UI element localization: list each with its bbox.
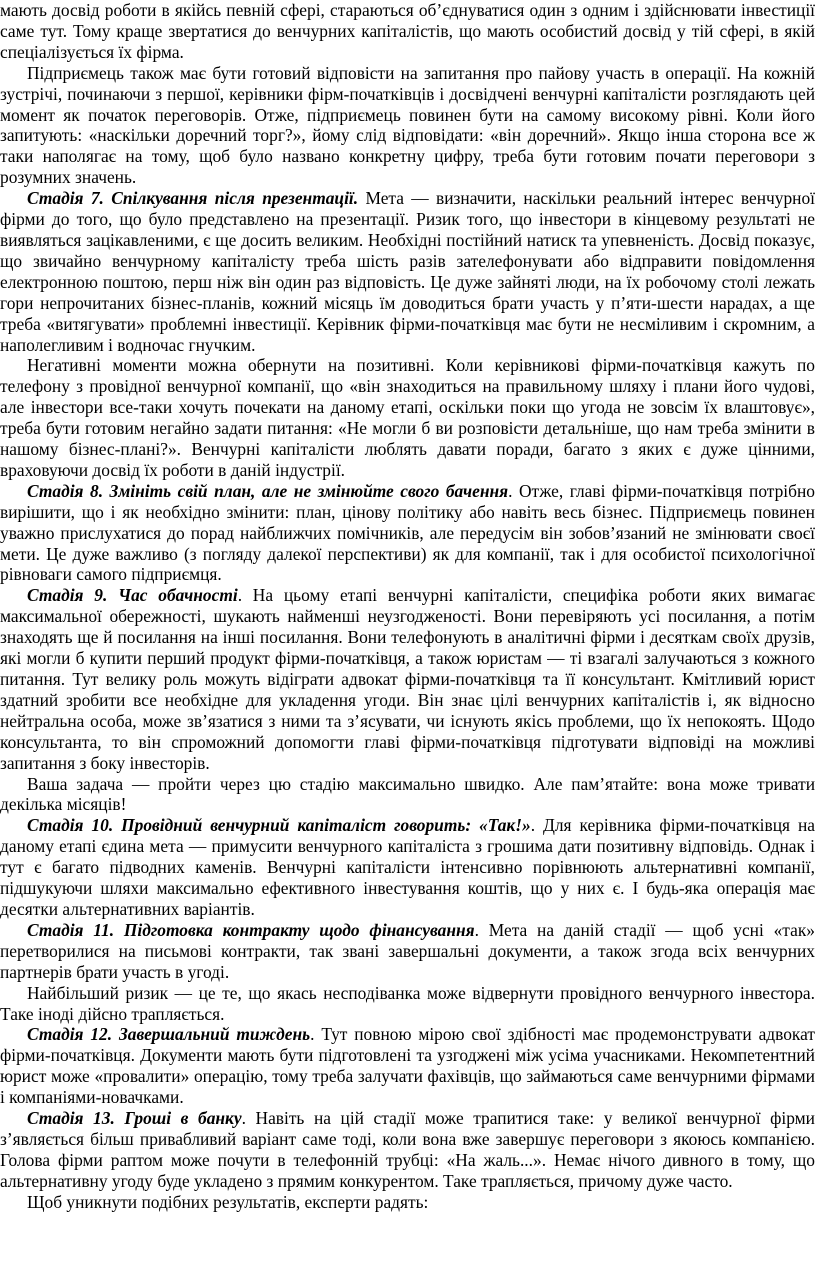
paragraph-text: . На цьому етапі венчурні капіталісти, специфіка роботи яких вимагає максимальної обережності, шукають найменші неузгодженості. Вони перевіряють усі посилання, а потім знаходять ще й посилання на інші посилання. Вони телефонують в аналітичні фірми і десяткам своїх друзів, які могли б купити перший продукт фірми-початківця, а також юристам — ті взагалі залучаються з кожного питання. Тут велику роль можуть відіграти адвокат фірми-початківця та її консультант. Кмітливий юрист здатний зробити все необхідне для укладення угоди. Він знає цілі венчурних капіталістів і, як відносно нейтральна особа, може зв’язатися з ними та з’ясувати, чи існують якісь проблеми, що їх непокоять. Щодо консультанта, то він спроможний допомогти главі фірми-початківця підготувати відповіді на можливі запитання з боку інвесторів.: [0, 585, 816, 773]
paragraph-your-task: [0, 774, 815, 816]
paragraph-stage-12: [0, 1024, 815, 1108]
paragraph-stage-9: [0, 585, 815, 773]
paragraph-text: Найбільший ризик — це те, що якась несподіванка може відвернути провідного венчурного інвестора. Таке іноді дійсно трапляється.: [0, 982, 815, 1024]
paragraph-stage-8: [0, 481, 815, 586]
paragraph-continuation: [0, 0, 815, 63]
paragraph-stage-11: [0, 920, 815, 983]
paragraph-text: . Мета на даній стадії — щоб усні «так» перетворилися на письмові контракти, так звані завершальні документи, а також згода всіх венчурних партнерів брати участь в угоді.: [0, 919, 815, 982]
paragraph-text: Ваша задача — пройти через цю стадію максимально швидко. Але пам’ятайте: вона може тривати декілька місяців!: [0, 773, 815, 815]
stage-heading: Стадія 8. Змініть свій план, але не змінюйте свого бачення: [27, 480, 509, 501]
paragraph-biggest-risk: [0, 983, 815, 1025]
paragraph-stage-13: [0, 1108, 815, 1192]
stage-heading: Стадія 13. Гроші в банку: [27, 1108, 242, 1129]
paragraph-text: . Тут повною мірою свої здібності має продемонструвати адвокат фірми-початківця. Документи мають бути підготовлені та узгоджені між усіма учасниками. Некомпетентний юрист може «провалити» операцію, тому треба залучати фахівців, що займаються саме венчурними фірмами і компаніями-новачками.: [0, 1024, 815, 1108]
paragraph-text: . Для керівника фірми-початківця на даному етапі єдина мета — примусити венчурного капіталіста з грошима дати позитивну відповідь. Однак і тут є багато підводних каменів. Венчурні капіталісти інтенсивно порівнюють альтернативні компанії, підшукуючи шляхи максимально ефективного інвестування коштів, що у них є. І будь-яка операція має десятки альтернативних варіантів.: [0, 815, 815, 919]
paragraph-text: мають досвід роботи в якійсь певній сфері, стараються об’єднуватися один з одним і здійснювати інвестиції саме тут. Тому краще звертатися до венчурних капіталістів, що мають особистий досвід у тій сфері, в якій спеціалізується їх фірма.: [0, 0, 815, 62]
stage-heading: Стадія 9. Час обачності: [27, 585, 238, 606]
paragraph-text: Щоб уникнути подібних результатів, експерти радять:: [27, 1191, 429, 1212]
stage-heading: Стадія 7. Спілкування після презентації.: [27, 188, 359, 209]
paragraph-experts-advise: [0, 1192, 815, 1213]
paragraph-stage-7: [0, 188, 815, 355]
paragraph-text: Негативні моменти можна обернути на позитивні. Коли керівникові фірми-початківця кажуть по телефону з провідної венчурної компанії, що «він знаходиться на правильному шляху і плани його чудові, але інвестори все-таки хочуть почекати на даному етапі, оскільки поки що угода не зовсім їх влаштовує», треба бути готовим негайно задати питання: «Не могли б ви розповісти детальніше, що нам треба змінити в нашому бізнес-плані?». Венчурні капіталісти люблять давати поради, багато з яких є дуже цінними, враховуючи досвід їх роботи в даній індустрії.: [0, 355, 815, 480]
stage-heading: Стадія 10. Провідний венчурний капіталіст говорить: «Так!»: [27, 815, 531, 836]
paragraph-text: Підприємець також має бути готовий відповісти на запитання про пайову участь в операції. На кожній зустрічі, починаючи з першої, керівники фірм-початківців і досвідчені венчурні капіталісти розглядають цей момент як початок переговорів. Отже, підприємець повинен бути на самому високому рівні. Коли його запитують: «наскільки доречний торг?», йому слід відповідати: «він доречний». Якщо інша сторона все ж таки наполягає на тому, щоб було названо конкретну цифру, треба бути готовим почати переговори з розумних значень.: [0, 62, 815, 188]
paragraph-stage-10: [0, 815, 815, 920]
paragraph-equity-question: [0, 63, 815, 188]
paragraph-negative-moments: [0, 355, 815, 480]
paragraph-text: . Отже, главі фірми-початківця потрібно вирішити, що і як необхідно змінити: план, цінову політику або навіть весь бізнес. Підприємець повинен уважно прислухатися до порад найближчих помічників, але передусім він зобов’язаний не змінювати своєї мети. Це дуже важливо (з погляду далекої перспективи) як для компанії, так і для особистої психологічної рівноваги самого підприємця.: [0, 480, 815, 585]
stage-heading: Стадія 12. Завершальний тиждень: [27, 1024, 311, 1045]
paragraph-text: . Навіть на цій стадії може трапитися таке: у великої венчурної фірми з’являється більш привабливий варіант саме тоді, коли вона вже завершує переговори з якоюсь компанією. Голова фірми раптом може почути в телефонній трубці: «На жаль...». Немає нічого дивного в тому, що альтернативну угоду буде укладено з прямим конкурентом. Таке трапляється, причому дуже часто.: [0, 1108, 815, 1191]
paragraph-text: Мета — визначити, наскільки реальний інтерес венчурної фірми до того, що було представлено на презентації. Ризик того, що інвестори в кінцевому результаті не виявляться зацікавленими, є ще досить великим. Необхідні постійний натиск та упевненість. Досвід показує, що звичайно венчурному капіталісту треба шість разів зателефонувати або відправити повідомлення електронною поштою, перш ніж він один раз відповість. Це дуже зайняті люди, на їх робочому столі лежать гори непрочитаних бізнес-планів, кожний місяць їм доводиться брати участь у п’яти-шести нарадах, а ще треба «витягувати» проблемні інвестиції. Керівник фірми-початківця має бути не несміливим і скромним, а наполегливим і водночас гнучким.: [0, 188, 815, 355]
stage-heading: Стадія 11. Підготовка контракту щодо фінансування: [27, 919, 475, 940]
